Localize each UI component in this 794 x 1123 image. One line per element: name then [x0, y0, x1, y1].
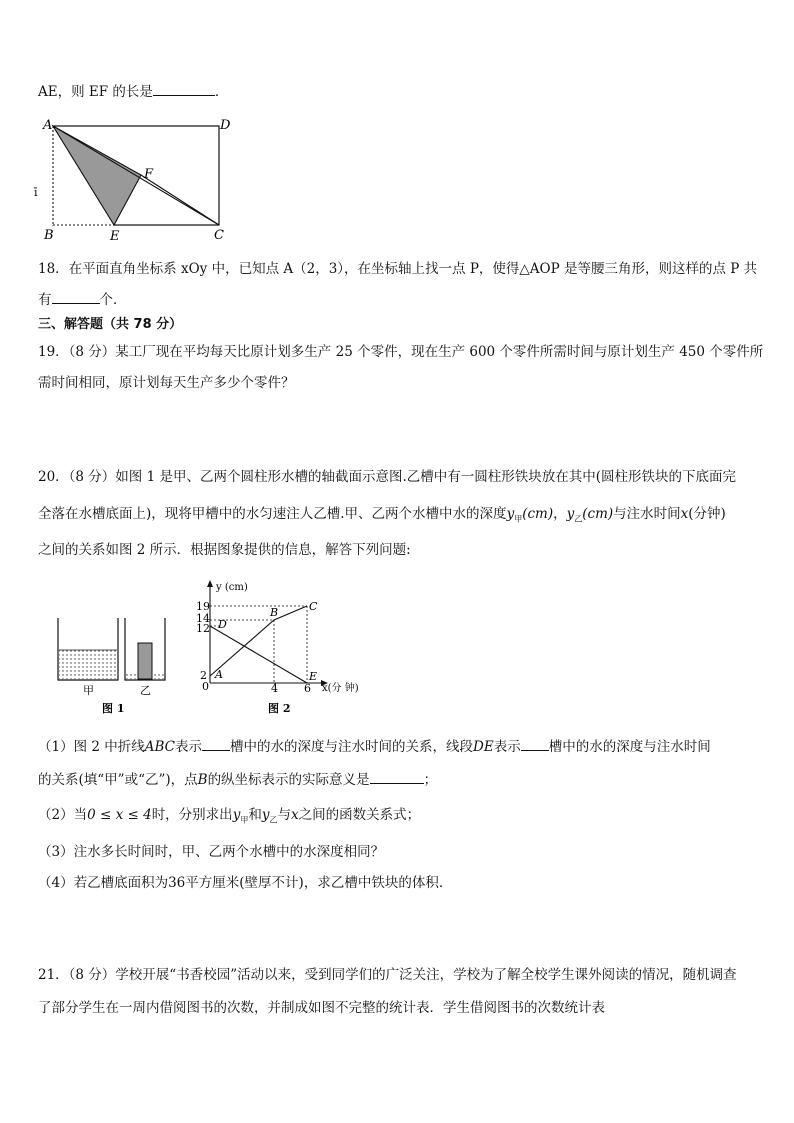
- fig1-label-jia: 甲: [83, 684, 94, 697]
- fig1-label-yi: 乙: [140, 684, 151, 697]
- label-e: E: [110, 229, 120, 244]
- q20-line2-b: 与注水时间: [613, 506, 681, 522]
- q20-p1-line2-b: 的纵坐标表示的实际意义是: [207, 772, 370, 788]
- fig2-caption: 图 2: [268, 702, 291, 715]
- q20-y-jia: y: [506, 506, 515, 522]
- q20-line1: 20．（8 分）如图 1 是甲、乙两个圆柱形水槽的轴截面示意图.乙槽中有一圆柱形铁块放在其中(圆柱形铁块的下底面完: [38, 469, 737, 485]
- x-axis-label: x(分 钟): [322, 683, 359, 694]
- point-b-label: B: [270, 606, 279, 619]
- q20-unit-cm-2: (cm): [582, 506, 614, 522]
- q20-line2-c: (分钟): [688, 506, 726, 522]
- q20-p2-sub1: 甲: [240, 815, 249, 825]
- q20-unit-cm-1: (cm): [522, 506, 554, 522]
- q20-p1-blank2: [521, 738, 549, 751]
- q20-p4-line: [38, 874, 452, 892]
- segment-de: [210, 626, 307, 683]
- q20-line2: [38, 505, 726, 529]
- q20-p1-line2-end: ；: [423, 772, 438, 788]
- q17-answer-blank: [153, 83, 215, 96]
- q20-p1-blank3: [370, 771, 424, 784]
- q20-p2-sub2: 乙: [269, 815, 278, 825]
- stray-mark: ī: [34, 186, 38, 199]
- q20-p1-a: （1）图 2 中折线: [38, 739, 145, 755]
- q17-tail-end: ．: [214, 84, 229, 100]
- q20-p1-b-point: B: [197, 772, 208, 788]
- q21-line1: 21．（8 分）学校开展“书香校园”活动以来，受到同学们的广泛关注，学校为了解全校学生课外阅读的情况，随机调查: [38, 967, 737, 983]
- q20-p1-de: DE: [473, 739, 494, 755]
- q20-figure2-graph: [188, 578, 378, 718]
- label-f: F: [144, 167, 154, 182]
- q20-p2-y2: y: [261, 807, 270, 823]
- section3-title: 三、解答题（共 78 分）: [38, 317, 183, 332]
- q20-x-var: x: [680, 506, 689, 522]
- q18-line1: 18．在平面直角坐标系 xOy 中，已知点 A（2，3），在坐标轴上找一点 P，使得△AOP 是等腰三角形，则这样的点 P 共: [38, 261, 758, 277]
- label-c: C: [214, 228, 224, 243]
- q21-line2: 了部分学生在一周内借阅图书的次数，并制成如图不完整的统计表．学生借阅图书的次数统计表: [38, 1000, 605, 1016]
- q20-p1-blank1: [202, 738, 230, 751]
- q20-p2-d: 之间的函数关系式；: [298, 807, 421, 823]
- q20-figure1-tanks: [50, 610, 180, 716]
- y-axis-label: y (cm): [216, 582, 248, 593]
- q20-p2-b: 时，分别求出: [151, 807, 233, 823]
- q20-p2-x: x: [290, 807, 299, 823]
- q20-p1-b: 表示: [175, 739, 203, 755]
- q19-line2: 需时间相同，原计划每天生产多少个零件？: [38, 375, 295, 391]
- q20-p1-c: 槽中的水的深度与注水时间的关系，线段: [230, 739, 474, 755]
- y-tick-19: 19: [196, 600, 210, 613]
- q20-p2-a: （2）当: [38, 807, 88, 823]
- label-b: B: [44, 228, 54, 243]
- q20-line3: 之间的关系如图 2 所示．根据图象提供的信息，解答下列问题:: [38, 542, 411, 558]
- tank-jia-water: [59, 650, 117, 679]
- q20-y-yi: y: [566, 506, 575, 522]
- q20-p1-e: 槽中的水的深度与注水时间: [548, 739, 711, 755]
- q20-p1-line2-a: 的关系(填“甲”或“乙”)，点: [38, 772, 198, 788]
- q17-tail-text: AE，则 EF 的长是: [38, 84, 153, 100]
- origin-label: 0: [202, 680, 209, 693]
- q20-p1-d: 表示: [493, 739, 521, 755]
- q20-p2-y1: y: [232, 807, 241, 823]
- y-tick-14: 14: [196, 612, 210, 625]
- point-d-label: D: [218, 618, 227, 631]
- y-axis-arrow: [207, 580, 213, 587]
- x-tick-4: 4: [271, 682, 278, 695]
- diagonal-ac: [53, 126, 219, 225]
- y-tick-12: 12: [196, 622, 210, 635]
- q17-rectangle-figure: [30, 112, 240, 244]
- q17-tail-line: [38, 83, 228, 101]
- q18-line2-post: 个．: [99, 292, 127, 308]
- iron-block: [138, 643, 152, 679]
- q20-p2-ineq: 0 ≤ x ≤ 4: [87, 807, 152, 823]
- q20-line2-a: 全落在水槽底面上)，现将甲槽中的水匀速注人乙槽.甲、乙两个水槽中水的深度: [38, 506, 507, 522]
- point-e-label: E: [309, 670, 318, 683]
- q20-comma: ，: [553, 506, 567, 522]
- q20-p2-and: 和: [248, 807, 262, 823]
- shaded-triangle-aef: [53, 126, 141, 225]
- q20-sub-jia: 甲: [514, 514, 523, 524]
- q20-p2-line: [38, 806, 420, 830]
- q20-p3-line: （3）注水多长时间时，甲、乙两个水槽中的水深度相同？: [38, 844, 385, 860]
- q18-line2-pre: 有: [38, 292, 52, 308]
- q20-p1-line1: [38, 738, 711, 756]
- q20-p2-c: 与: [277, 807, 291, 823]
- q20-sub-yi: 乙: [574, 514, 583, 524]
- q20-p4-a: （4）若乙槽底面积为: [38, 875, 169, 891]
- q20-p4-b: 平方厘米(壁厚不计)，求乙槽中铁块的体积．: [185, 875, 453, 891]
- q19-line1: 19．（8 分）某工厂现在平均每天比原计划多生产 25 个零件，现在生产 600 个零件所需时间与原计划生产 450 个零件所: [38, 344, 764, 360]
- q18-answer-blank: [52, 291, 100, 304]
- q20-p4-num: 36: [168, 875, 186, 891]
- q20-p1-abc: ABC: [144, 739, 176, 755]
- fig1-caption: 图 1: [102, 702, 125, 715]
- point-c-label: C: [309, 600, 318, 613]
- polyline-abc: [210, 606, 307, 676]
- point-a-label: A: [215, 668, 223, 681]
- q20-p1-line2: [38, 771, 437, 789]
- label-a: A: [43, 118, 53, 133]
- x-tick-6: 6: [304, 682, 311, 695]
- label-d: D: [220, 118, 231, 133]
- q18-line2: [38, 291, 127, 309]
- y-tick-2: 2: [200, 669, 207, 682]
